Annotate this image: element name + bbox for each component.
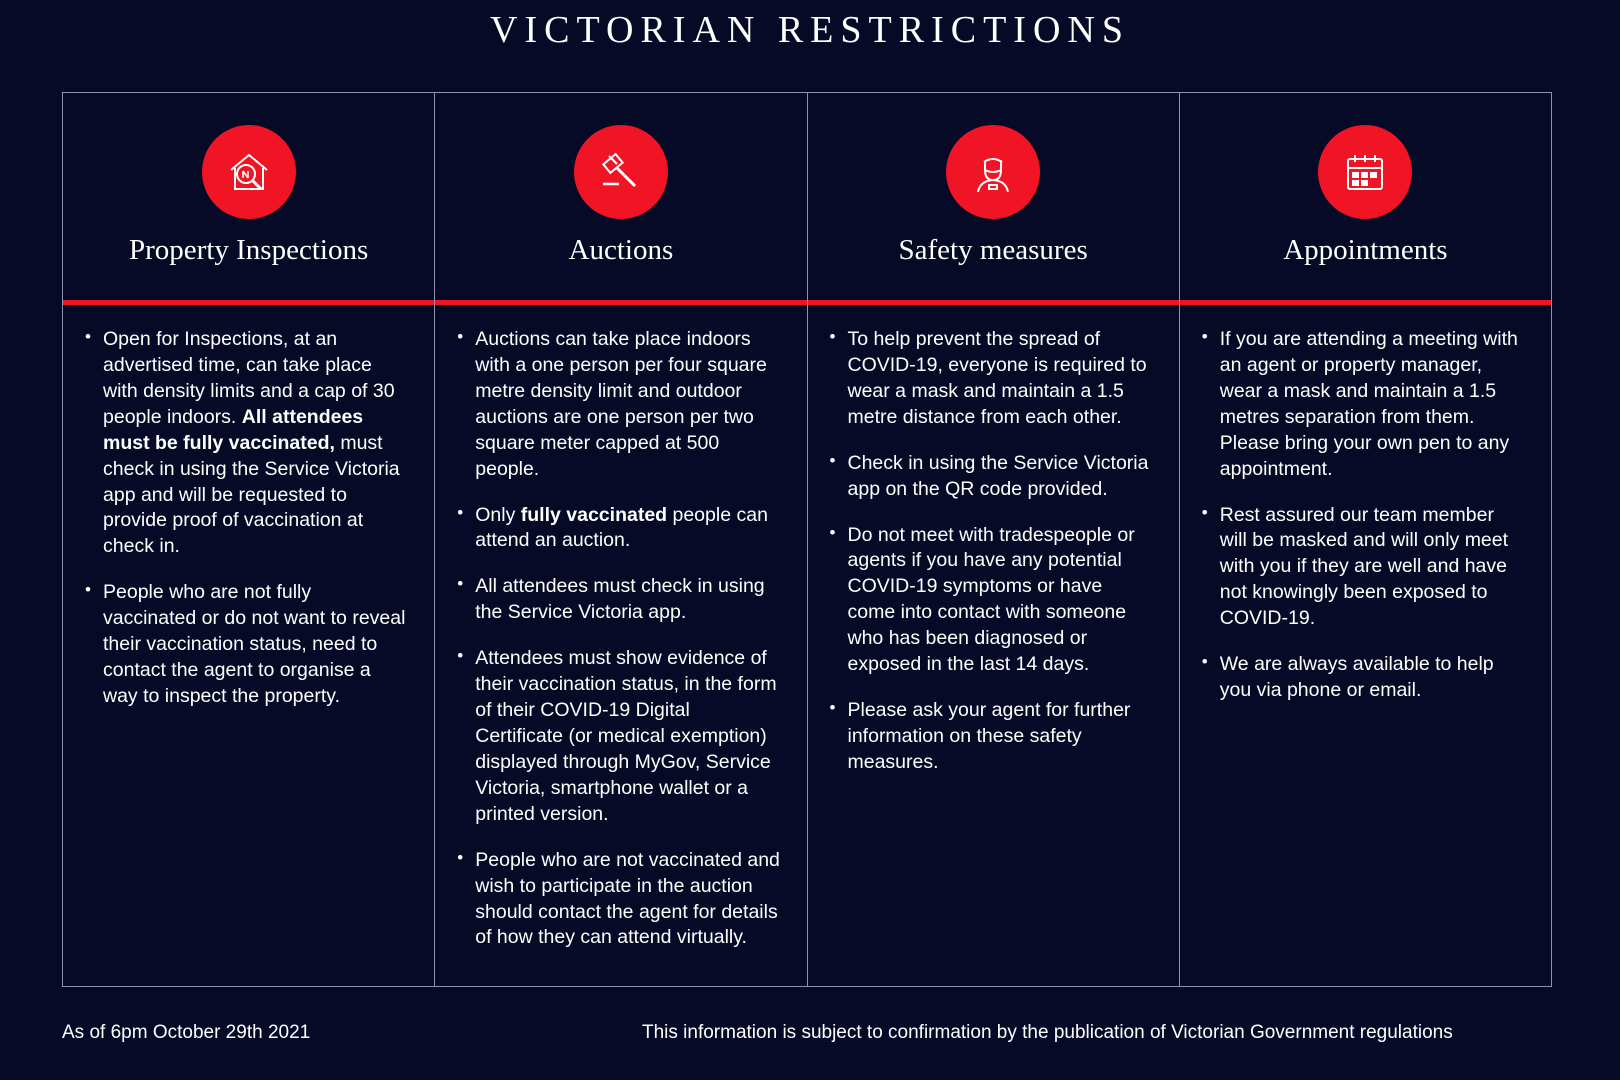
- column-body: [63, 305, 434, 986]
- column-header: [1180, 93, 1551, 300]
- body-text: Attendees must show evidence of their vaccination status, in the form of their COVID-19 Digital Certificate (or medical exemption) displayed through MyGov, Service Victoria, smartphone wallet or a printed version.: [475, 647, 777, 825]
- column-auctions: [435, 93, 807, 986]
- footer-date: As of 6pm October 29th 2021: [62, 1022, 311, 1043]
- body-text: Auctions can take place indoors with a one person per four square metre density limit and outdoor auctions are one person per two square meter capped at 500 people.: [475, 328, 767, 480]
- body-text: All attendees must check in using the Service Victoria app.: [475, 575, 765, 624]
- column-body: [435, 305, 806, 986]
- restrictions-table: [62, 92, 1552, 987]
- column-body: [1180, 305, 1551, 986]
- list-item: [830, 327, 1153, 431]
- column-safety-measures: [808, 93, 1180, 986]
- body-text: Do not meet with tradespeople or agents if you have any potential COVID-19 symptoms or have come into contact with someone who has been diagnosed or exposed in the last 14 days.: [847, 523, 1135, 676]
- bullet-list: [85, 327, 408, 710]
- page-title: VICTORIAN RESTRICTIONS: [490, 9, 1130, 51]
- masked-person-icon: [946, 125, 1040, 219]
- list-item: [457, 574, 780, 626]
- column-property-inspections: [63, 93, 435, 986]
- bullet-list: [457, 327, 780, 951]
- emphasis-text: fully vaccinated: [520, 503, 668, 526]
- calendar-icon: [1318, 125, 1412, 219]
- list-item: [85, 580, 408, 710]
- body-text: Only: [475, 503, 521, 526]
- footer: [0, 1022, 1620, 1044]
- list-item: [457, 848, 780, 952]
- body-text: Open for Inspections, at an advertised time, can take place with density limits and a cap of 30 people indoors.: [103, 328, 395, 428]
- body-text: To help prevent the spread of COVID-19, everyone is required to wear a mask and maintain a 1.5 metre distance from each other.: [847, 328, 1147, 428]
- list-item: [457, 646, 780, 827]
- bullet-list: [1202, 327, 1525, 704]
- body-text: people can attend an auction.: [475, 503, 768, 552]
- list-item: [1202, 503, 1525, 633]
- footer-disclaimer: This information is subject to confirmation by the publication of Victorian Government regulations: [642, 1022, 1453, 1043]
- column-title: Property Inspections: [129, 234, 369, 266]
- list-item: [830, 523, 1153, 679]
- body-text: Please ask your agent for further information on these safety measures.: [847, 699, 1131, 773]
- column-header: [435, 93, 806, 300]
- body-text: We are always available to help you via phone or email.: [1219, 653, 1494, 702]
- list-item: [457, 503, 780, 555]
- column-appointments: [1180, 93, 1551, 986]
- list-item: [457, 327, 780, 483]
- list-item: [1202, 652, 1525, 704]
- body-text: must check in using the Service Victoria app and will be requested to provide proof of vaccination at check in.: [103, 431, 400, 558]
- body-text: People who are not fully vaccinated or do not want to reveal their vaccination status, need to contact the agent to organise a way to inspect the property.: [103, 581, 406, 707]
- house-magnifier-icon: [202, 125, 296, 219]
- list-item: [830, 451, 1153, 503]
- body-text: Rest assured our team member will be masked and will only meet with you if they are well and have not knowingly been exposed to COVID-19.: [1219, 503, 1509, 630]
- list-item: [85, 327, 408, 560]
- list-item: [1202, 327, 1525, 483]
- column-header: [63, 93, 434, 300]
- body-text: People who are not vaccinated and wish to participate in the auction should contact the agent for details of how they can attend virtually.: [475, 848, 780, 949]
- column-title: Safety measures: [898, 234, 1088, 266]
- bullet-list: [830, 327, 1153, 776]
- auction-gavel-icon: [574, 125, 668, 219]
- body-text: Check in using the Service Victoria app on the QR code provided.: [847, 451, 1149, 500]
- column-header: [808, 93, 1179, 300]
- column-title: Appointments: [1283, 234, 1448, 266]
- list-item: [830, 698, 1153, 776]
- column-body: [808, 305, 1179, 986]
- body-text: If you are attending a meeting with an agent or property manager, wear a mask and maintain a 1.5 metres separation from them. Please bring your own pen to any appointment.: [1219, 328, 1518, 480]
- column-title: Auctions: [568, 234, 674, 266]
- emphasis-text: All attendees must be fully vaccinated,: [103, 405, 364, 454]
